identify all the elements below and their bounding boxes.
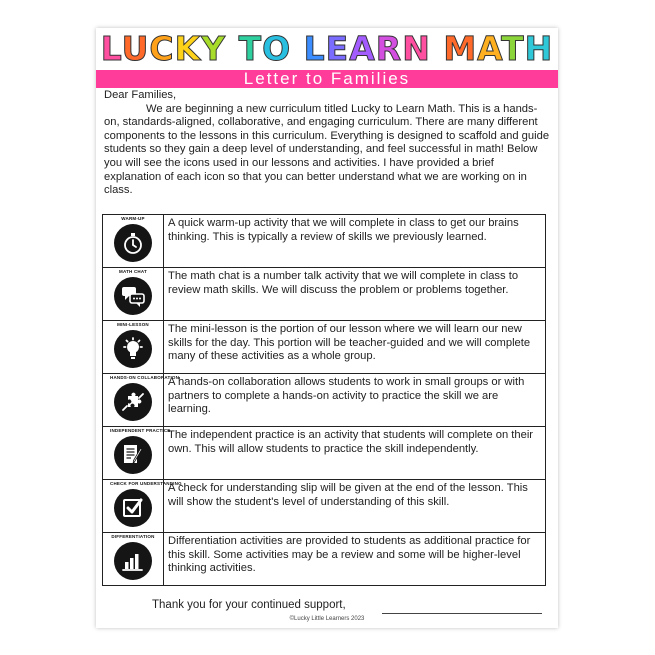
title-letter: U [121, 29, 150, 68]
title-letter: N [402, 29, 431, 68]
title-letter: H [524, 29, 554, 68]
icon-cell [103, 321, 164, 374]
icon-cell [103, 215, 164, 268]
icon-label: MATH CHAT [119, 269, 147, 274]
closing-text: Thank you for your continued support, [152, 599, 346, 611]
copyright: ©Lucky Little Learners 2023 [289, 616, 365, 622]
title-letter: L [100, 29, 122, 68]
icon-description: The mini-lesson is the portion of our lesson where we will learn our new skills for the day. This portion will be teacher-guided and we will complete many of these activities as a whole group. [164, 321, 546, 374]
icon-row [103, 268, 546, 321]
icon-cell [103, 427, 171, 480]
icon-cell [103, 268, 164, 321]
title-letter: L [303, 29, 326, 68]
title-letter: R [375, 29, 403, 68]
title-letter: A [477, 29, 502, 68]
icon-description: The math chat is a number talk activity that we will complete in class to review math skills. We will discuss the problem or problems together. [164, 268, 546, 321]
title-letter: C [149, 29, 175, 68]
greeting: Dear Families, [104, 89, 177, 101]
title-letter: T [238, 29, 263, 68]
icon-row [103, 480, 546, 533]
icon-description: Differentiation activities are provided to students as additional practice for this skill. Some activities may be a review and some will be higher-level thinking activities. [164, 533, 546, 586]
title-letter: O [262, 29, 292, 68]
checkbox-icon [114, 489, 152, 527]
letter-body [104, 89, 552, 198]
title-letter: M [443, 29, 478, 68]
icon-badge [110, 271, 156, 317]
icon-description: The independent practice is an activity that students will complete on their own. This will allow students to practice the skill independently. [164, 427, 546, 480]
icon-description: A check for understanding slip will be given at the end of the lesson. This will show the student's level of understanding of this skill. [164, 480, 546, 533]
icon-cell [103, 374, 180, 427]
icon-badge [110, 536, 156, 582]
title-letter: K [174, 29, 202, 68]
icon-label: HANDS-ON COLLABORATION [110, 375, 180, 380]
icon-badge [110, 375, 180, 423]
title-letter: E [325, 29, 350, 68]
icon-label: MINI-LESSON [117, 322, 149, 327]
icon-description: A quick warm-up activity that we will complete in class to get our brains thinking. This is typically a review of skills we previously learned. [164, 215, 546, 268]
title-letter: T [501, 29, 525, 68]
title-letter: Y [201, 29, 227, 68]
icon-badge [110, 428, 171, 476]
stopwatch-icon [114, 224, 152, 262]
letter-paragraph: We are beginning a new curriculum titled Lucky to Learn Math. This is a hands-on, standards-aligned, collaborative, and engaging curriculum. There are many different components to the lessons in this curriculum. Everything is designed to scaffold and guide students so they gain a deep level of understanding, and feel successful in math! Below you will see the icons used in our lessons and activities. I have provided a brief explanation of each icon so that you can better understand what we are working on in class. [104, 102, 550, 197]
icon-label: CHECK FOR UNDERSTANDING [110, 481, 182, 486]
bar-chart-icon [114, 542, 152, 580]
icon-row [103, 321, 546, 374]
icon-row [103, 427, 546, 480]
icon-badge [110, 481, 182, 529]
title-letter [291, 29, 304, 68]
icon-badge [110, 324, 156, 370]
title-letter: A [349, 29, 376, 68]
icon-label: DIFFERENTIATION [111, 534, 155, 539]
icon-cell [103, 480, 182, 533]
page-title [96, 30, 558, 68]
icon-label: INDEPENDENT PRACTICE [110, 428, 171, 433]
puzzle-hands-icon [114, 383, 152, 421]
icon-table [102, 214, 546, 586]
icon-row [103, 215, 546, 268]
signature-line [382, 613, 542, 614]
icon-description: A hands-on collaboration allows students to work in small groups or with partners to complete a hands-on activity to practice the skill we are learning. [164, 374, 546, 427]
icon-row [103, 374, 546, 427]
icon-label: WARM-UP [121, 216, 145, 221]
title-banner: Letter to Families [96, 70, 558, 88]
title-letter [226, 29, 239, 68]
chat-bubbles-icon [114, 277, 152, 315]
icon-cell [103, 533, 164, 586]
icon-row [103, 533, 546, 586]
lightbulb-icon [114, 330, 152, 368]
letter-page [96, 28, 558, 628]
icon-badge [110, 218, 156, 264]
worksheet-pencil-icon [114, 436, 152, 474]
title-letter [431, 29, 444, 68]
